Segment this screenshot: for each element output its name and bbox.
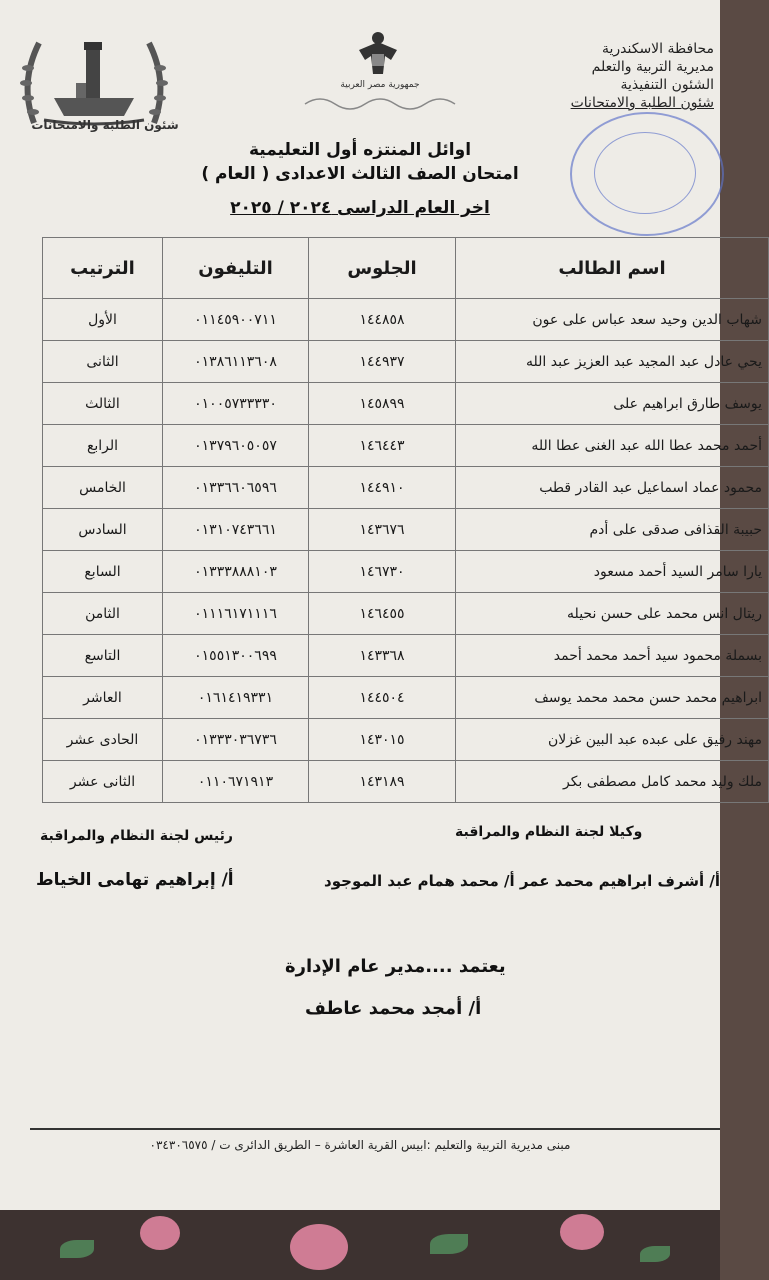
header-seat-number: الجلوس [309,238,456,299]
footer-address: مبنى مديرية التربية والتعليم :ابيس القرية العاشرة – الطريق الدائرى ت / ٠٣٤٣٠٦٥٧٥ [149,1138,571,1152]
rank-cell: الثانى [43,341,163,383]
table-row [43,761,769,803]
table-row [43,425,769,467]
rank-cell: العاشر [43,677,163,719]
header-line: شئون الطلبة والامتحانات [570,95,714,111]
rank-cell: الخامس [43,467,163,509]
phone-cell: ٠١١٤٥٩٠٠٧١١ [163,299,309,341]
table-row [43,467,769,509]
seat-number-cell: ١٤٤٥٠٤ [309,677,456,719]
student-name-cell: ملك وليد محمد كامل مصطفى بكر [456,761,769,803]
seat-number-cell: ١٤٦٧٣٠ [309,551,456,593]
header-phone: التليفون [163,238,309,299]
table-row [43,299,769,341]
rank-cell: الرابع [43,425,163,467]
phone-cell: ٠١٣٧٩٦٠٥٠٥٧ [163,425,309,467]
deputy-committee-title: وكيلا لجنة النظام والمراقبة [455,824,643,840]
background-fabric [0,1210,720,1280]
phone-cell: ٠١٠٠٥٧٣٣٣٣٠ [163,383,309,425]
seat-number-cell: ١٤٦٤٥٥ [309,593,456,635]
phone-cell: ٠١٣٣٣٠٣٦٧٣٦ [163,719,309,761]
seat-number-cell: ١٤٣٦٧٦ [309,509,456,551]
rank-cell: السادس [43,509,163,551]
seat-number-cell: ١٤٣٠١٥ [309,719,456,761]
phone-cell: ٠١٣١٠٧٤٣٦٦١ [163,509,309,551]
approval-name: أ/ أمجد محمد عاطف [305,998,482,1019]
seat-number-cell: ١٤٣١٨٩ [309,761,456,803]
student-name-cell: محمود عماد اسماعيل عبد القادر قطب [456,467,769,509]
rank-cell: الحادى عشر [43,719,163,761]
rank-cell: الأول [43,299,163,341]
phone-cell: ٠١١١٦١٧١١١٦ [163,593,309,635]
eagle-emblem-icon [355,30,401,80]
school-year: اخر العام الدراسى ٢٠٢٤ / ٢٠٢٥ [230,198,490,218]
student-name-cell: يوسف طارق ابراهيم على [456,383,769,425]
phone-cell: ٠١٥٥١٣٠٠٦٩٩ [163,635,309,677]
header-rank: الترتيب [43,238,163,299]
table-row [43,551,769,593]
page-title: اوائل المنتزه أول التعليمية [248,140,472,160]
stamp-inner-ring [594,132,696,214]
footer-divider [30,1128,720,1130]
deputy-names: أ/ أشرف ابراهيم محمد عمر أ/ محمد همام عبد الموجود [324,872,720,890]
table-row [43,383,769,425]
student-name-cell: ابراهيم محمد حسن محمد محمد يوسف [456,677,769,719]
table-row [43,719,769,761]
rank-cell: الثانى عشر [43,761,163,803]
table-row [43,593,769,635]
student-name-cell: بسملة محمود سيد أحمد محمد أحمد [456,635,769,677]
results-table [42,237,769,803]
student-name-cell: ريتال انس محمد على حسن نحيله [456,593,769,635]
left-logo-caption: شئون الطلبة والامتحانات [31,118,179,132]
head-name: أ/ إبراهيم تهامى الخياط [36,870,234,890]
student-name-cell: مهند رفيق على عبده عبد البين غزلان [456,719,769,761]
student-name-cell: حبيبة القذافى صدقى على أدم [456,509,769,551]
table-header-row [43,238,769,299]
exam-subtitle: امتحان الصف الثالث الاعدادى ( العام ) [201,164,519,184]
seat-number-cell: ١٤٥٨٩٩ [309,383,456,425]
student-name-cell: أحمد محمد عطا الله عبد الغنى عطا الله [456,425,769,467]
table-row [43,677,769,719]
directorate-header [554,40,714,112]
rank-cell: الثامن [43,593,163,635]
seat-number-cell: ١٤٤٩٣٧ [309,341,456,383]
emblem-caption: جمهورية مصر العربية [340,80,420,90]
table-row [43,635,769,677]
student-name-cell: يحي عادل عبد المجيد عبد العزيز عبد الله [456,341,769,383]
approval-title: يعتمد ....مدير عام الإدارة [285,956,506,977]
student-name-cell: شهاب الدين وحيد سعد عباس على عون [456,299,769,341]
table-row [43,509,769,551]
phone-cell: ٠١٣٨٦١١٣٦٠٨ [163,341,309,383]
header-line: محافظة الاسكندرية [601,41,714,57]
rank-cell: التاسع [43,635,163,677]
phone-cell: ٠١٦١٤١٩٣٣١ [163,677,309,719]
header-line: الشئون التنفيذية [620,77,714,93]
seat-number-cell: ١٤٤٨٥٨ [309,299,456,341]
seat-number-cell: ١٤٤٩١٠ [309,467,456,509]
header-student-name: اسم الطالب [456,238,769,299]
phone-cell: ٠١٣٣٦٦٠٦٥٩٦ [163,467,309,509]
phone-cell: ٠١١٠٦٧١٩١٣ [163,761,309,803]
head-committee-title: رئيس لجنة النظام والمراقبة [40,828,233,844]
rank-cell: الثالث [43,383,163,425]
phone-cell: ٠١٣٣٣٨٨٨١٠٣ [163,551,309,593]
student-name-cell: يارا سامر السيد أحمد مسعود [456,551,769,593]
calligraphy-decoration [300,92,460,110]
table-row [43,341,769,383]
header-line: مديرية التربية والتعلم [591,59,714,75]
rank-cell: السابع [43,551,163,593]
seat-number-cell: ١٤٦٤٤٣ [309,425,456,467]
seat-number-cell: ١٤٣٣٦٨ [309,635,456,677]
official-stamp [570,112,724,236]
